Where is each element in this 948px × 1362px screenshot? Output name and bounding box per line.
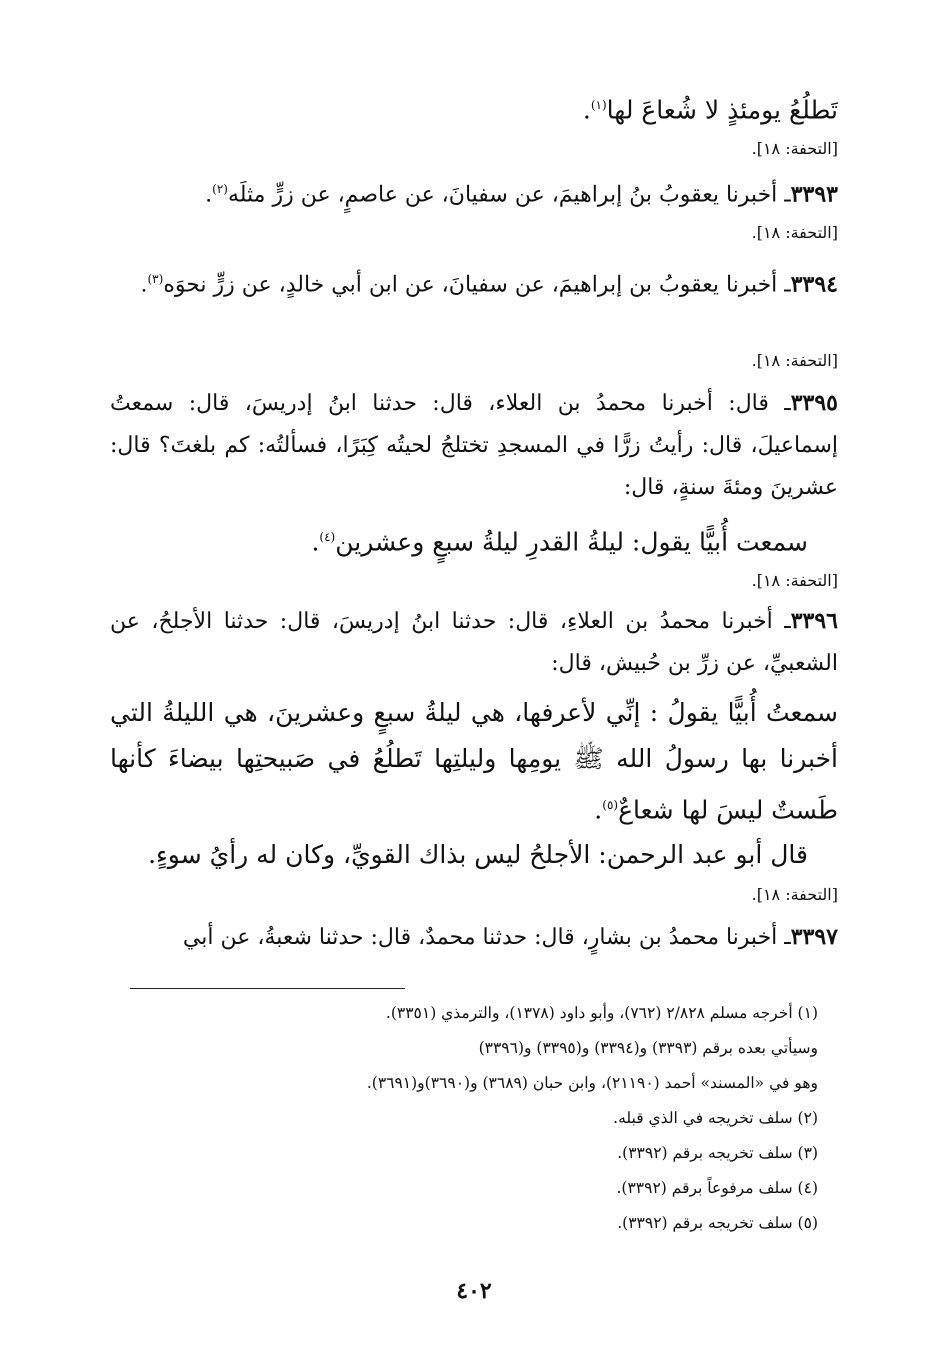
footnote-5: (٥) سلف تخريجه برقم (٣٣٩٢). — [617, 1214, 818, 1232]
footnote-3: (٣) سلف تخريجه برقم (٣٣٩٢). — [617, 1144, 818, 1162]
footnote-marker: (٢) — [212, 182, 228, 196]
tuhfa-reference: [التحفة: ١٨]. — [751, 571, 838, 590]
hadith-text: ـ قال: أخبرنا محمدُ بن العلاء، قال: حدثنا ابنُ إدريسَ، قال: سمعتُ إسماعيلَ، قال: رأيتُ زرًّا في المسجدِ تختلجُ لحيتُه كِبَرًا، فسألتُه: كم بلغتَ؟ قال: عشرينَ ومئةَ سنةٍ، قال: — [110, 391, 838, 500]
line-end-of-previous-hadith: تَطلُعُ يومئذٍ لا شُعاعَ لها$^{(١)}$. — [582, 95, 838, 125]
footnote-separator — [130, 988, 405, 989]
hadith-number: ٣٣٩٧ — [790, 924, 838, 950]
hadith-3393: ٣٣٩٣ـ أخبرنا يعقوبُ بنُ إبراهيمَ، عن سفيانَ، عن عاصمٍ، عن زرٍّ مثلَه$^{(٢)}$. — [205, 181, 838, 208]
hadith-3396 — [110, 600, 838, 685]
tuhfa-reference: [التحفة: ١٨]. — [751, 351, 838, 370]
hadith-number: ٣٣٩٤ — [790, 271, 838, 298]
hadith-3395-quote: سمعت أُبيًّا يقول: ليلةُ القدرِ ليلةُ سبعٍ وعشرين$^{(٤)}$. — [311, 527, 808, 557]
hadith-number: ٣٣٩٣ — [790, 181, 838, 208]
page-number: ٤٠٢ — [456, 1278, 492, 1304]
footnote-marker: (٣) — [147, 272, 164, 286]
text: تَطلُعُ يومئذٍ لا شُعاعَ لها — [606, 95, 838, 125]
tuhfa-reference: [التحفة: ١٨]. — [751, 223, 838, 242]
quote-text: سمعتُ أُبيًّا يقولُ : إنِّي لأعرفها، هي ليلةُ سبعٍ وعشرينَ، هي الليلةُ التي أخبرنا بها رسولُ الله ﷺ يومِها وليلتِها تَطلُعُ في صَبيحتِها بيضاءَ كأنها طَستٌ ليسَ لها شعاعٌ — [110, 698, 838, 825]
hadith-number: ٣٣٩٥ — [790, 390, 838, 416]
hadith-3396-quote: سمعتُ أُبيًّا يقولُ : إنِّي لأعرفها، هي ليلةُ سبعٍ وعشرينَ، هي الليلةُ التي أخبرنا بها رسولُ الله ﷺ يومِها وليلتِها تَطلُعُ في صَبيحتِها بيضاءَ كأنها طَستٌ ليسَ لها شعاعٌ$^{(٥)}$. — [110, 698, 838, 825]
hadith-number: ٣٣٩٦ — [790, 608, 838, 634]
footnote-1-cont: وهو في «المسند» أحمد (٢١١٩٠)، وابن حبان (٣٦٨٩) و(٣٦٩٠)و(٣٦٩١). — [366, 1074, 818, 1092]
hadith-text: ـ أخبرنا محمدُ بن بشارٍ، قال: حدثنا محمدٌ، قال: حدثنا شعبةُ، عن أبي — [182, 925, 791, 950]
footnote-marker: (١) — [590, 98, 607, 112]
footnote-1: (١) أخرجه مسلم ٢/٨٢٨ (٧٦٢)، وأبو داود (١٣٧٨)، والترمذي (٣٣٥١). — [385, 1004, 818, 1022]
quote-text: سمعت أُبيًّا يقول: ليلةُ القدرِ ليلةُ سبعٍ وعشرين — [335, 527, 808, 557]
hadith-text: ـ أخبرنا محمدُ بن العلاءِ، قال: حدثنا ابنُ إدريسَ، قال: حدثنا الأجلحُ، عن الشعبيِّ، عن زرِّ بن حُبيش، قال: — [110, 609, 838, 676]
tuhfa-reference: [التحفة: ١٨]. — [751, 885, 838, 904]
hadith-3394: ٣٣٩٤ـ أخبرنا يعقوبُ بن إبراهيمَ، عن سفيانَ، عن ابن أبي خالدٍ، عن زرٍّ نحوَه$^{(٣)}$. — [140, 271, 838, 298]
hadith-text: ـ أخبرنا يعقوبُ بنُ إبراهيمَ، عن سفيانَ، عن عاصمٍ، عن زرٍّ مثلَه — [227, 182, 791, 208]
footnote-4: (٤) سلف مرفوعاً برقم (٣٣٩٢). — [616, 1179, 818, 1197]
hadith-3397 — [110, 916, 838, 959]
author-note: قال أبو عبد الرحمن: الأجلحُ ليس بذاك القويِّ، وكان له رأيُ سوءٍ. — [148, 840, 808, 869]
hadith-3395 — [110, 382, 838, 509]
tuhfa-reference: [التحفة: ١٨]. — [751, 139, 838, 158]
footnote-marker: (٥) — [602, 798, 619, 812]
footnote-marker: (٤) — [319, 530, 336, 544]
hadith-text: ـ أخبرنا يعقوبُ بن إبراهيمَ، عن سفيانَ، عن ابن أبي خالدٍ، عن زرٍّ نحوَه — [163, 272, 791, 298]
footnote-2: (٢) سلف تخريجه في الذي قبله. — [613, 1109, 818, 1127]
footnote-1-cont: وسيأتي بعده برقم (٣٣٩٣) و(٣٣٩٤) و(٣٣٩٥) و(٣٣٩٦) — [478, 1039, 818, 1057]
